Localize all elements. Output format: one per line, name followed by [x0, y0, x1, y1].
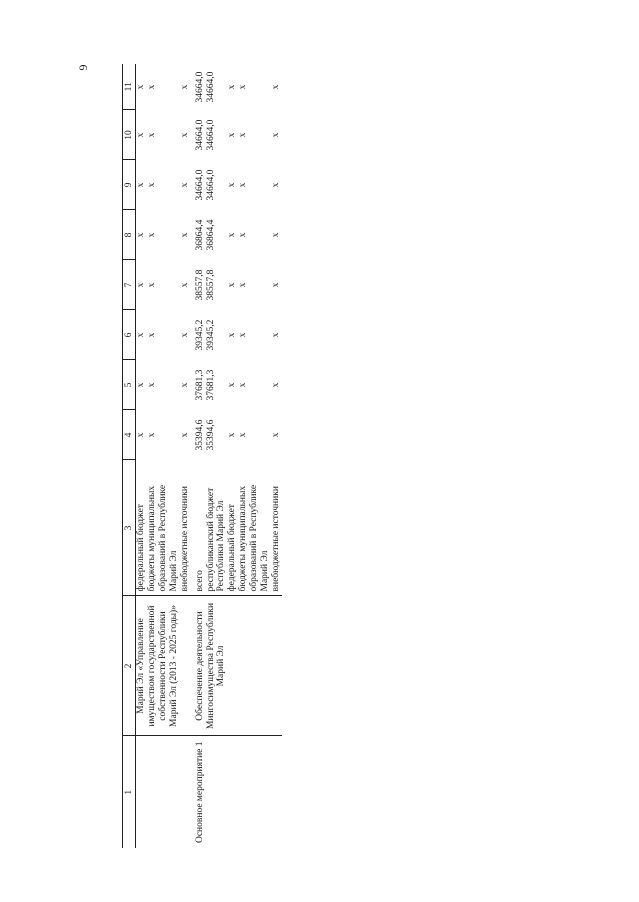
col-header-7: 7	[123, 260, 136, 310]
col-header-8: 8	[123, 210, 136, 260]
funding-value-col-11: 34664,0	[194, 71, 205, 103]
funding-value-col-11: x	[136, 84, 146, 90]
funding-value-col-9: x	[227, 182, 238, 188]
col-header-11: 11	[123, 64, 136, 110]
funding-value-col-4: x	[271, 432, 282, 438]
measure-name	[136, 736, 191, 848]
funding-value-col-7: 38557,8	[205, 269, 216, 301]
funding-value-col-9: x	[136, 182, 146, 188]
funding-value-col-10: x	[238, 132, 249, 138]
funding-value-col-4: x	[227, 432, 238, 438]
table-body	[136, 64, 282, 848]
col-header-6: 6	[123, 310, 136, 360]
funding-value-col-4: 35394,6	[194, 419, 205, 451]
funding-value-col-8: x	[227, 232, 238, 238]
funding-value-col-7: x	[179, 282, 190, 288]
funding-value-col-8: x	[136, 232, 146, 238]
funding-value-col-4: x	[238, 432, 249, 438]
funding-value-col-5: 37681,3	[194, 369, 205, 401]
funding-value-col-9: x	[271, 182, 282, 188]
funding-source: бюджеты муниципальных образований в Республике Марий Эл	[238, 460, 271, 596]
funding-source: бюджеты муниципальных образований в Республике Марий Эл	[147, 460, 180, 596]
funding-value-col-7: x	[136, 282, 146, 288]
funding-value-col-5: x	[136, 382, 146, 388]
funding-value-col-9: x	[146, 182, 157, 188]
funding-value-col-5: x	[227, 382, 238, 388]
funding-value-col-9: 34664,0	[194, 169, 205, 201]
funding-value-col-7: x	[271, 282, 282, 288]
funding-source: всего	[191, 460, 206, 596]
funding-value-col-10: x	[146, 132, 157, 138]
table-row	[191, 64, 206, 848]
funding-value-col-7: 38557,8	[194, 269, 205, 301]
funding-source: федеральный бюджет	[227, 460, 238, 596]
funding-source: внебюджетные источники	[180, 460, 191, 596]
col-header-5: 5	[123, 360, 136, 410]
funding-value-col-8: x	[271, 232, 282, 238]
funding-value-col-4: x	[179, 432, 190, 438]
funding-value-col-6: x	[136, 332, 146, 338]
funding-value-col-10: x	[179, 132, 190, 138]
funding-value-col-10: 34664,0	[205, 119, 216, 151]
funding-source: республиканский бюджет Республики Марий Эл	[206, 460, 228, 596]
funding-value-col-9: x	[238, 182, 249, 188]
funding-source: федеральный бюджет	[136, 460, 147, 596]
funding-value-col-6: x	[146, 332, 157, 338]
col-header-10: 10	[123, 110, 136, 160]
funding-value-col-11: x	[179, 84, 190, 90]
funding-value-col-5: x	[179, 382, 190, 388]
funding-source: внебюджетные источники	[271, 460, 282, 596]
funding-value-col-6: 39345,2	[205, 319, 216, 351]
funding-value-col-10: x	[227, 132, 238, 138]
funding-value-col-11: x	[238, 84, 249, 90]
page-number: 6	[76, 64, 91, 71]
funding-value-col-6: x	[179, 332, 190, 338]
funding-value-col-10: x	[136, 132, 146, 138]
col-header-3: 3	[123, 460, 136, 596]
budget-table	[122, 64, 282, 848]
funding-value-col-4: x	[146, 432, 157, 438]
funding-value-col-5: 37681,3	[205, 369, 216, 401]
col-header-1: 1	[123, 736, 136, 848]
measure-name: Основное мероприятие 1	[194, 741, 205, 844]
funding-value-col-8: 36864,4	[194, 219, 205, 251]
funding-value-col-10: x	[271, 132, 282, 138]
funding-value-col-8: x	[146, 232, 157, 238]
funding-value-col-11: x	[146, 84, 157, 90]
funding-value-col-6: x	[271, 332, 282, 338]
funding-value-col-9: 34664,0	[205, 169, 216, 201]
measure-description: Обеспечение деятельности Мингосимущества Республики Марий Эл	[191, 596, 282, 736]
funding-value-col-11: x	[271, 84, 282, 90]
table-row	[136, 64, 147, 848]
measure-description: Марий Эл «Управление имуществом государственной собственности Республики Марий Эл (2013 - 2025 годы)»	[136, 596, 191, 736]
funding-value-col-7: x	[227, 282, 238, 288]
funding-value-col-11: x	[227, 84, 238, 90]
funding-value-col-11: 34664,0	[205, 71, 216, 103]
col-header-4: 4	[123, 410, 136, 460]
funding-value-col-5: x	[271, 382, 282, 388]
funding-value-col-10: 34664,0	[194, 119, 205, 151]
funding-value-col-8: 36864,4	[205, 219, 216, 251]
funding-value-col-4: x	[136, 432, 146, 438]
funding-value-col-5: x	[146, 382, 157, 388]
funding-value-col-7: x	[146, 282, 157, 288]
funding-value-col-6: 39345,2	[194, 319, 205, 351]
col-header-2: 2	[123, 596, 136, 736]
column-number-row	[123, 64, 136, 848]
funding-value-col-4: 35394,6	[205, 419, 216, 451]
funding-value-col-5: x	[238, 382, 249, 388]
funding-value-col-8: x	[238, 232, 249, 238]
budget-table-rotated	[122, 64, 515, 848]
funding-value-col-6: x	[227, 332, 238, 338]
funding-value-col-9: x	[179, 182, 190, 188]
funding-value-col-7: x	[238, 282, 249, 288]
funding-value-col-8: x	[179, 232, 190, 238]
funding-value-col-6: x	[238, 332, 249, 338]
col-header-9: 9	[123, 160, 136, 210]
